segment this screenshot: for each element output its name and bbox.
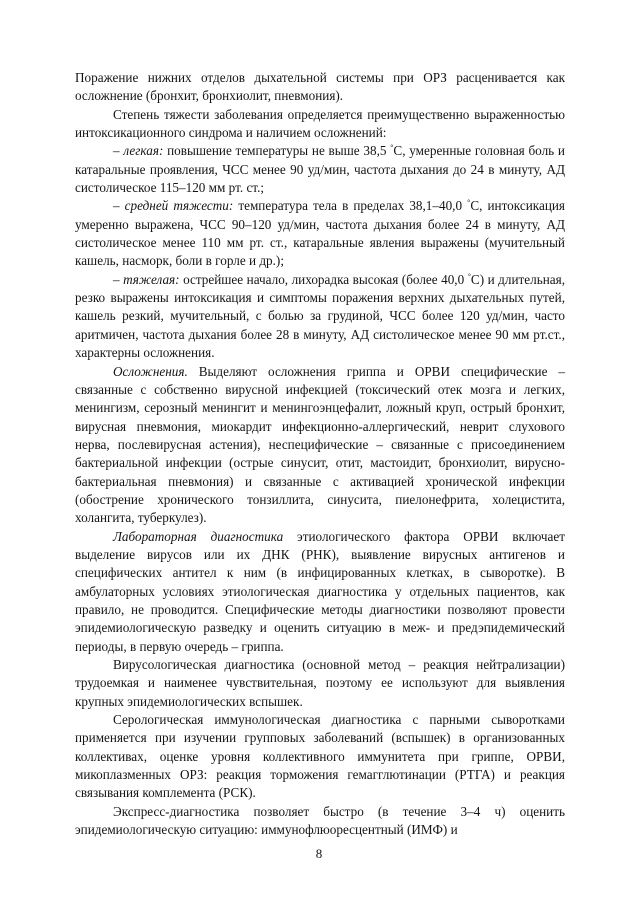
degree-sign: ° [390,143,394,153]
severity-severe [75,271,565,363]
term: Лабораторная диагностика [113,528,284,544]
severity-moderate [75,197,565,270]
paragraph: Серологическая иммунологическая диагностика с парными сыворотками применяется при изучении групповых заболеваний (вспышек) в организованных коллективах, оценке уровня коллективного иммунитета при гриппе, ОРВИ, микоплазменных ОРЗ: реакция торможения гемагглютинации (РТГА) и реакция связывания комплемента (РСК). [75,712,565,801]
term: – средней тяжести: [113,198,234,214]
page-number: 8 [315,846,323,861]
text-run: этиологического фактора ОРВИ включает выделение вирусов или их ДНК (РНК), выявление вирусных антигенов и специфических антител к ним (в инфицированных клетках, в сыворотке). В амбулаторных условиях этиологическая диагностика у отдельных пациентов, как правило, не проводится. Специфические методы диагностики позволяют провести эпидемиологическую разведку и оценить ситуацию в меж- и предэпидемический периоды, в первую очередь – гриппа. [75,528,565,654]
term: Осложнения. [113,363,188,379]
text-run: повышение температуры не выше 38,5 [163,143,391,159]
paragraph: Экспресс-диагностика позволяет быстро (в течение 3–4 ч) оценить эпидемиологическую ситуацию: иммунофлюоресцентный (ИМФ) и [75,803,565,838]
text-run: острейшее начало, лихорадка высокая (более 40,0 [179,271,468,287]
text-run: температура тела в пределах 38,1–40,0 [233,198,468,214]
paragraph: Вирусологическая диагностика (основной метод – реакция нейтрализации) трудоемкая и наименее чувствительная, поэтому ее используют для выявления крупных эпидемиологических вспышек. [75,657,565,709]
text-run: С, интоксикация умеренно выражена, ЧСС 90–120 уд/мин, частота дыхания более 24 в минуту, АД систолическое менее 110 мм рт. ст., катаральные явления выражены (мучительный кашель, насморк, боли в горле и др.); [75,198,565,269]
text-run: С, умеренные головная боль и катаральные проявления, ЧСС менее 90 уд/мин, частота дыхания до 24 в минуту, АД систолическое 115–120 мм рт. ст.; [75,143,565,196]
paragraph: Поражение нижних отделов дыхательной системы при ОРЗ расценивается как осложнение (бронхит, бронхиолит, пневмония). [75,70,565,104]
text-run: Выделяют осложнения гриппа и ОРВИ специфические – связанные с собственно вирусной инфекцией (токсический отек мозга и легких, менингизм, серозный менингит и менингоэнцефалит, ложный круп, острый бронхит, вирусная пневмония, миокардит инфекционно-аллергический, неврит слухового нерва, послевирусная астения), неспецифические – связанные с присоединением бактериальной инфекции (острые синусит, отит, мастоидит, бронхиолит, вирусно-бактериальная пневмония) и связанные с активацией хронической инфекции (обострение хронического тонзиллита, синусита, пиелонефрита, холецистита, холангита, туберкулез). [75,363,565,526]
severity-mild [75,142,565,197]
body-text [75,69,565,839]
degree-sign: ° [467,271,471,281]
term: – тяжелая: [113,271,180,287]
complications-paragraph [75,363,565,528]
text-run: С) и длительная, резко выражены интоксикация и симптомы поражения верхних дыхательных путей, кашель резкий, мучительный, с болью за грудиной, ЧСС более 120 уд/мин, часто аритмичен, частота дыхания более 28 в минуту, АД систолическое менее 90 мм рт.ст., характерны осложнения. [75,271,565,361]
degree-sign: ° [467,198,471,208]
lab-diagnostics-paragraph [75,528,565,656]
paragraph: Степень тяжести заболевания определяется преимущественно выраженностью интоксикационного синдрома и наличием осложнений: [75,106,565,141]
term: – легкая: [113,143,164,159]
